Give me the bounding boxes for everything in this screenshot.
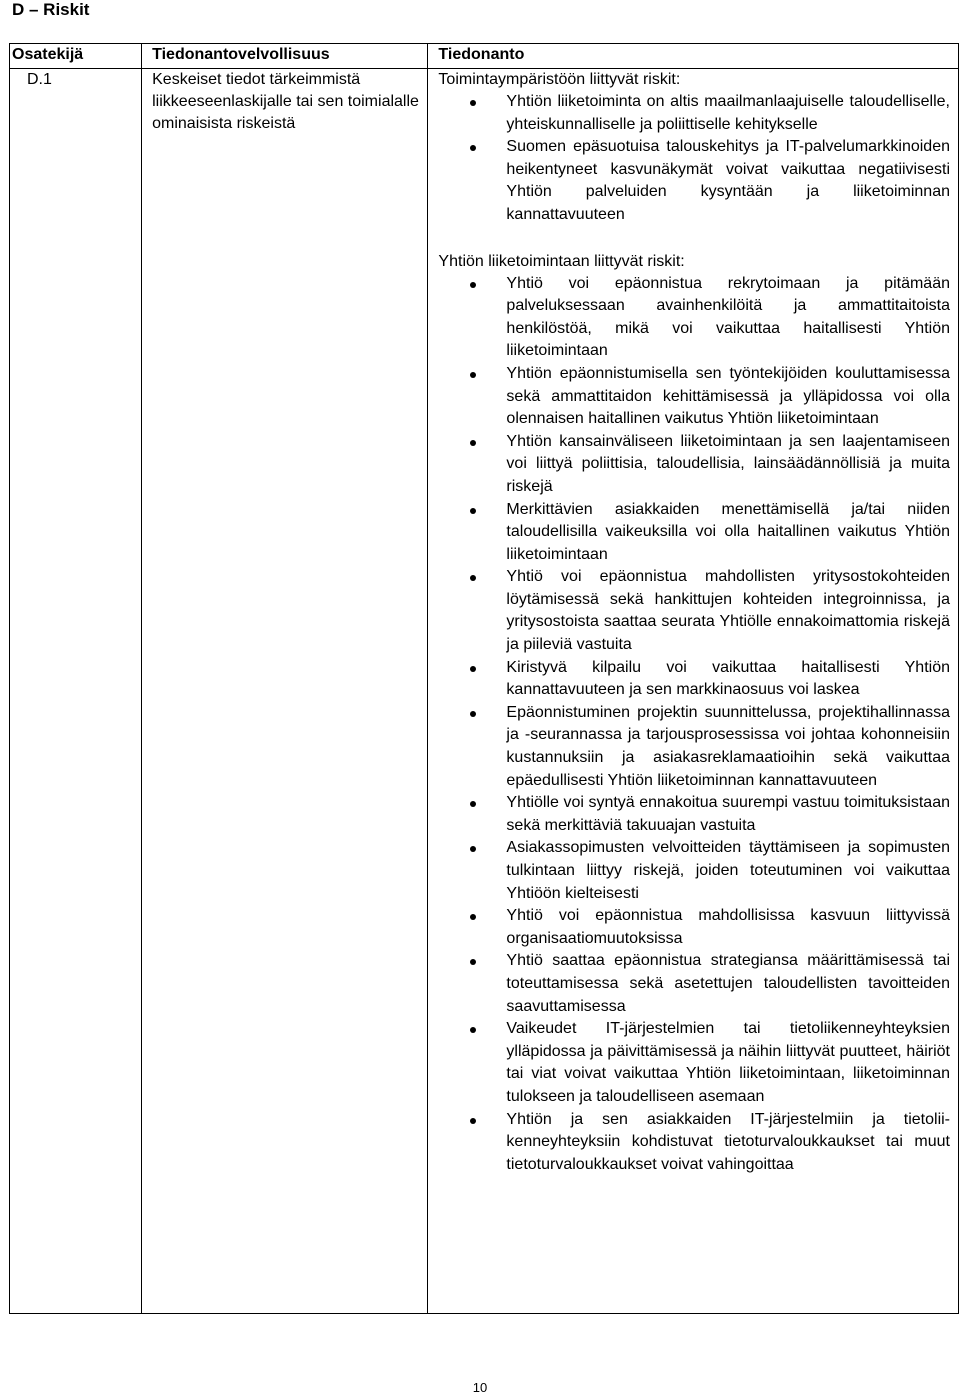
list-item-text: Yhtiö voi epäonnistua rekrytoimaan ja pitämään palveluksessaan avainhenkilöitä ja ammattitaitoista henkilöstöä, mikä voi vaikuttaa haitallisesti Yhtiön liiketoimintaan [506,274,950,360]
list-item [438,792,950,837]
bullet-icon [470,1027,476,1033]
list-item [438,273,950,363]
section-title: D – Riskit [12,0,90,19]
header-disclosure: Tiedonanto [428,44,959,69]
list-item [438,837,950,905]
list-item-text: Yhtiö voi epäonnistua mahdollisten yritysostokohteiden löytämisessä sekä hankittujen kohteiden integroinnissa, ja yritysostoista saattaa seurata Yhtiölle ennakoimattomia riskejä ja piileviä vastuita [506,568,950,654]
bullet-icon [470,508,476,514]
list-item [438,91,950,136]
list-item-text: Yhtiö voi epäonnistua mahdollisissa kasvuun liittyvissä organisaatiomuutoksissa [506,907,950,947]
list-item [438,657,950,702]
row-obligation: Keskeiset tiedot tärkeimmistä liikkeeseenlaskijalle tai sen toimialalle ominaisista riskeistä [142,69,428,1314]
table-row [10,69,959,1314]
group-heading-business: Yhtiön liiketoimintaan liittyvät riskit: [438,252,685,270]
list-item [438,905,950,950]
bullet-icon [470,575,476,581]
list-item [438,1109,950,1177]
bullet-icon [470,440,476,446]
bullet-icon [470,846,476,852]
bullet-icon [470,145,476,151]
list-item-text: Yhtiön ja sen asiakkaiden IT-järjestelmiin ja tietoliikenneyhteyksiin kohdistuvat tietoturvaloukkaukset tai muut tietoturvaloukkaukset voivat vahingoittaa [506,1110,950,1173]
bullet-icon [470,914,476,920]
row-id: D.1 [10,69,142,1314]
list-item-text: Epäonnistuminen projektin suunnittelussa, projektihallinnassa ja -seurannassa ja tarjousprosessissa voi johtaa kohonneisiin kustannuksiin ja asiakasreklamaatioihin sekä vaikuttaa epäedullisesti Yhtiön liiketoiminnan kannattavuuteen [506,703,950,789]
list-item-text: Yhtiön epäonnistumisella sen työntekijöiden kouluttamisessa sekä ammattitaidon kehittämisessä ja ylläpidossa voi olla olennaisen haitallinen vaikutus Yhtiön liiketoimintaan [506,364,950,428]
list-item [438,950,950,1018]
table-header-row [10,44,959,69]
list-item [438,566,950,656]
list-item-text: Kiristyvä kilpailu voi vaikuttaa haitallisesti Yhtiön kannattavuuteen ja sen markkinaosuus voi laskea [506,658,950,699]
list-item [438,431,950,499]
list-item-text: Yhtiön liiketoiminta on altis maailmanlaajuiselle taloudelliselle, yhteiskunnalliselle ja poliittiselle kehitykselle [506,93,950,133]
list-item [438,136,950,226]
list-item [438,702,950,792]
list-item [438,363,950,431]
list-item-text: Merkittävien asiakkaiden menettämisellä ja/tai niiden taloudellisilla vaikeuksilla voi olla haitallinen vaikutus Yhtiön liiketoimintaan [506,500,950,563]
bullet-icon [470,801,476,807]
list-item [438,1018,950,1108]
list-item-text: Suomen epäsuotuisa talouskehitys ja IT-palvelumarkkinoiden heikentyneet kasvunäkymät voivat vaikuttaa negatiivisesti Yhtiön palveluiden kysyntään ja liiketoiminnan kannattavuuteen [506,138,950,223]
environment-risk-list [438,91,950,227]
business-risk-list [438,273,950,1177]
list-item-text: Yhtiö saattaa epäonnistua strategiansa määrittämisessä tai toteuttamisessa sekä asetettujen taloudellisten tavoitteiden saavuttamisessa [506,952,950,1015]
list-item-text: Yhtiön kansainväliseen liiketoimintaan ja sen laajentamiseen voi liittyä poliittisia, taloudellisia, lainsäädännöllisiä ja muita riskejä [506,432,950,495]
list-item [438,499,950,567]
list-item-text: Vaikeudet IT-järjestelmien tai tietoliikenneyhteyksien ylläpidossa ja päivittämisessä ja näihin liittyvät puutteet, häiriöt tai viat voivat vaikuttaa Yhtiön liiketoimintaan, liiketoiminnan tulokseen ja taloudelliseen asemaan [506,1020,950,1105]
header-part: Osatekijä [10,44,142,69]
row-disclosure [428,69,959,1314]
risk-table [9,43,959,1314]
bullet-icon [470,959,476,965]
bullet-icon [470,282,476,288]
bullet-icon [470,711,476,717]
header-obligation: Tiedonantovelvollisuus [142,44,428,69]
group-heading-environment: Toimintaympäristöön liittyvät riskit: [438,71,681,88]
bullet-icon [470,666,476,672]
bullet-icon [470,100,476,106]
bullet-icon [470,372,476,378]
bullet-icon [470,1118,476,1124]
list-item-text: Yhtiölle voi syntyä ennakoitua suurempi vastuu toimituksistaan sekä merkittäviä takuuajan vastuita [506,794,950,834]
page-number: 10 [472,1380,488,1395]
list-item-text: Asiakassopimusten velvoitteiden täyttämiseen ja sopimusten tulkintaan liittyy riskejä, joiden toteutuminen voi vaikuttaa Yhtiöön kielteisesti [506,839,950,902]
